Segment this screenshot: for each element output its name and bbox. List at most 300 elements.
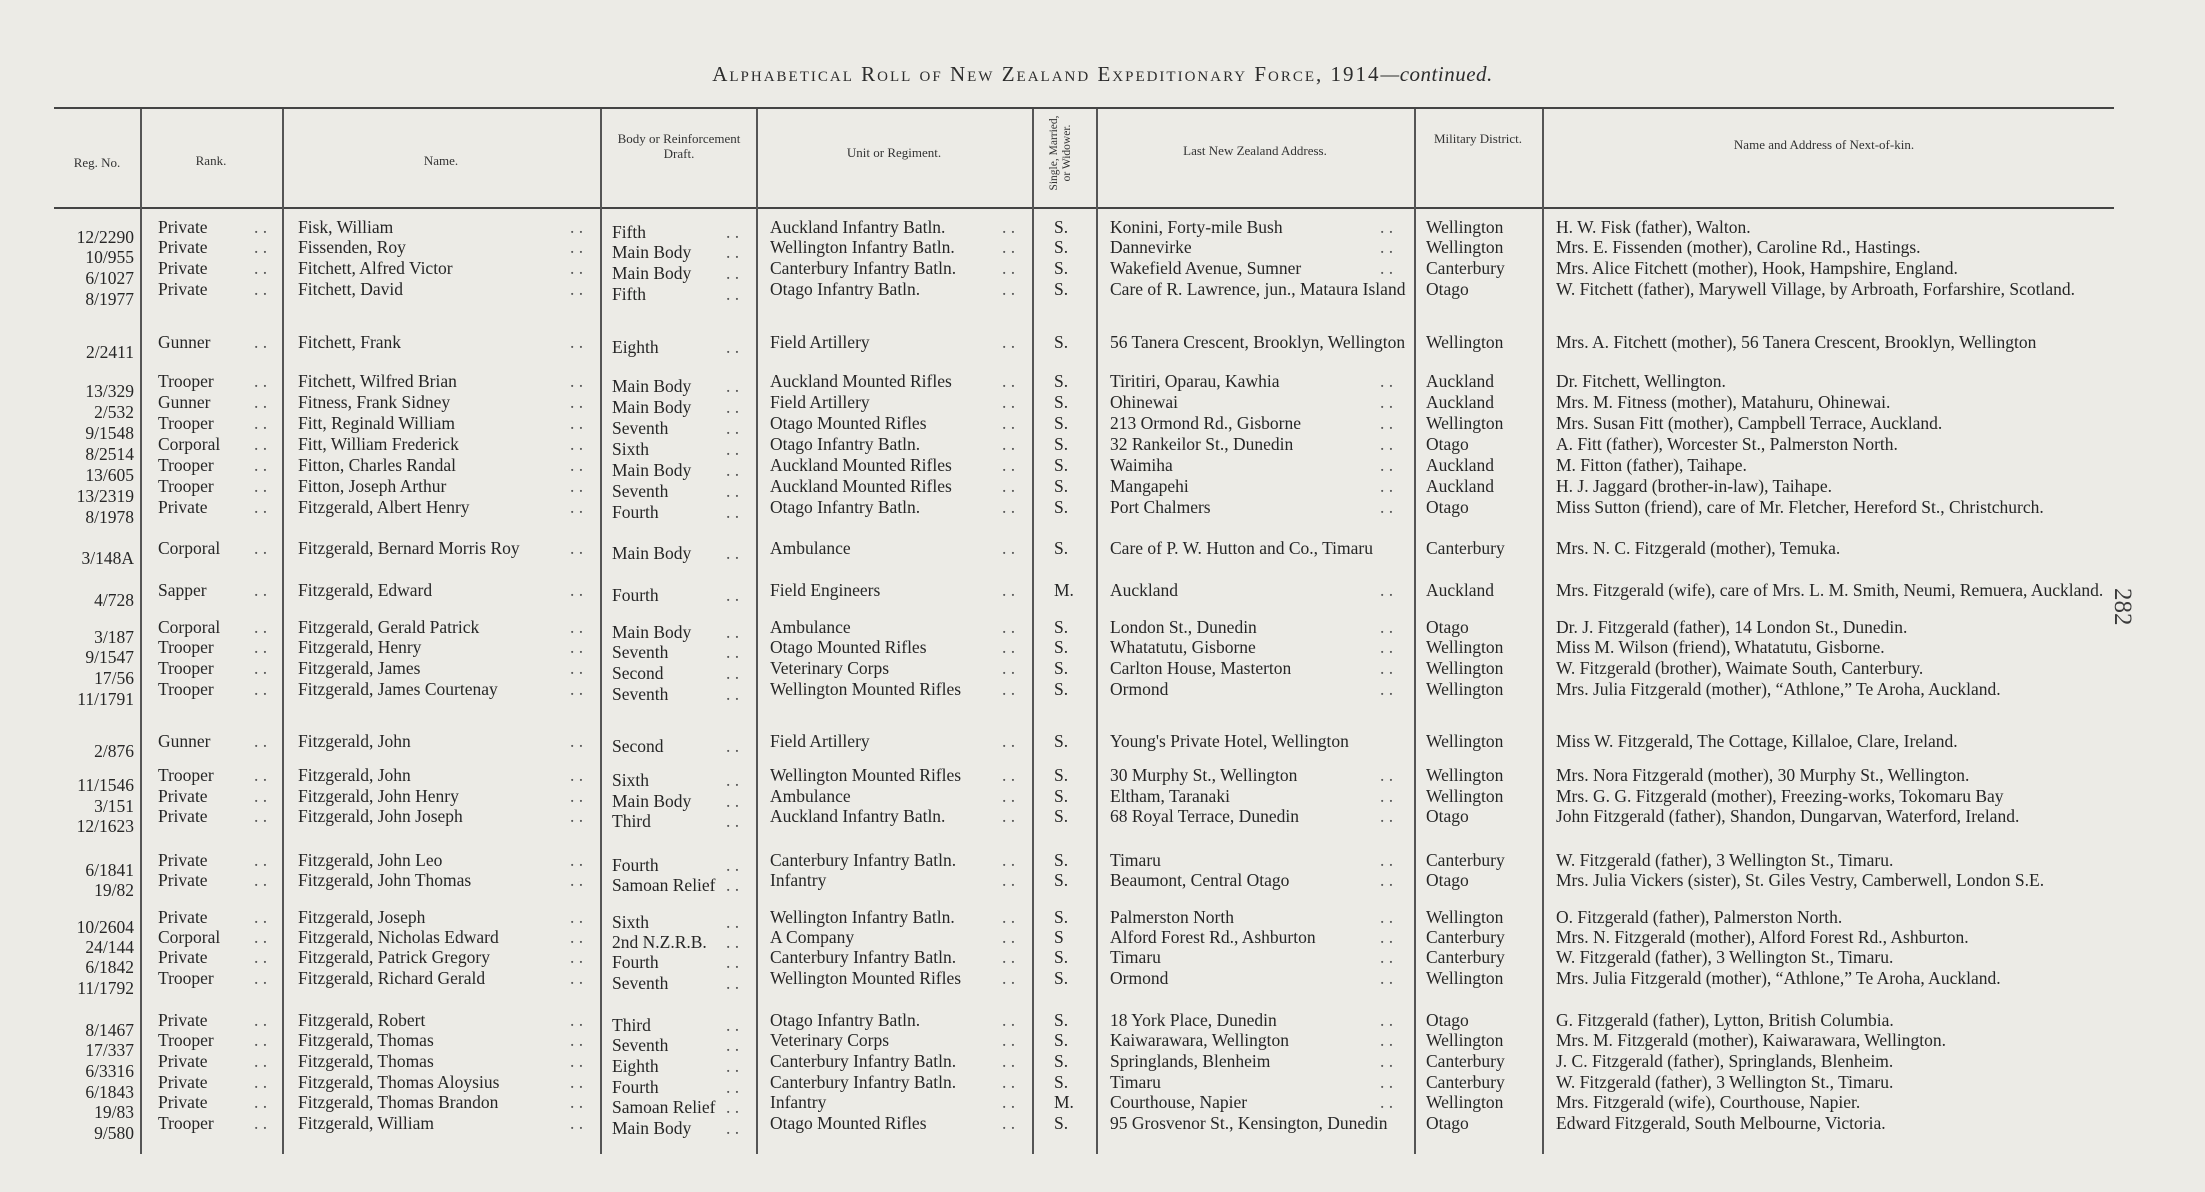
marital-status: S. bbox=[1054, 947, 1069, 967]
rank: Gunner bbox=[158, 731, 211, 751]
header-body: Body or Reinforcement Draft. bbox=[617, 131, 741, 161]
soldier-name: Fitzgerald, Joseph bbox=[298, 907, 426, 927]
reg-no: 3/187 bbox=[94, 627, 134, 647]
leader-dots: . . bbox=[254, 1051, 268, 1071]
draft: Main Body bbox=[612, 397, 692, 417]
marital-status: S. bbox=[1054, 637, 1069, 657]
last-address: Springlands, Blenheim bbox=[1110, 1051, 1271, 1071]
reg-no: 11/1791 bbox=[77, 689, 134, 709]
unit: Ambulance bbox=[770, 538, 851, 558]
leader-dots: . . bbox=[254, 870, 268, 890]
leader-dots: . . bbox=[1002, 279, 1016, 299]
next-of-kin: Mrs. Nora Fitzgerald (mother), 30 Murphy St., Wellington. bbox=[1556, 765, 1970, 785]
reg-no: 6/3316 bbox=[85, 1061, 134, 1081]
leader-dots: . . bbox=[570, 371, 584, 391]
unit: Ambulance bbox=[770, 786, 851, 806]
draft: Samoan Relief bbox=[612, 875, 716, 895]
header-kin: Name and Address of Next-of-kin. bbox=[1733, 137, 1915, 152]
leader-dots: . . bbox=[570, 455, 584, 475]
unit: Wellington Mounted Rifles bbox=[770, 968, 962, 988]
rank: Trooper bbox=[158, 679, 214, 699]
leader-dots: . . bbox=[254, 455, 268, 475]
unit: Veterinary Corps bbox=[770, 1030, 890, 1050]
leader-dots: . . bbox=[570, 413, 584, 433]
marital-status: S bbox=[1054, 927, 1064, 947]
marital-status: S. bbox=[1054, 806, 1069, 826]
rank: Gunner bbox=[158, 392, 211, 412]
rank: Private bbox=[158, 497, 208, 517]
last-address: 30 Murphy St., Wellington bbox=[1110, 765, 1298, 785]
draft: Seventh bbox=[612, 684, 669, 704]
draft: Seventh bbox=[612, 418, 669, 438]
unit: Auckland Infantry Batln. bbox=[770, 217, 946, 237]
marital-status: S. bbox=[1054, 731, 1069, 751]
leader-dots: . . bbox=[1002, 1113, 1016, 1133]
leader-dots: . . bbox=[570, 580, 584, 600]
military-district: Otago bbox=[1426, 1010, 1469, 1030]
soldier-name: Fitzgerald, Nicholas Edward bbox=[298, 927, 499, 947]
military-district: Otago bbox=[1426, 279, 1469, 299]
leader-dots: . . bbox=[570, 1113, 584, 1133]
reg-no: 6/1843 bbox=[85, 1082, 134, 1102]
last-address: Konini, Forty-mile Bush bbox=[1110, 217, 1283, 237]
reg-no: 11/1546 bbox=[77, 775, 134, 795]
leader-dots: . . bbox=[726, 585, 740, 605]
draft: Main Body bbox=[612, 1118, 692, 1138]
last-address: Wakefield Avenue, Sumner bbox=[1110, 258, 1302, 278]
draft: Main Body bbox=[612, 242, 692, 262]
leader-dots: . . bbox=[570, 332, 584, 352]
draft: Seventh bbox=[612, 973, 669, 993]
last-address: London St., Dunedin bbox=[1110, 617, 1257, 637]
leader-dots: . . bbox=[726, 855, 740, 875]
leader-dots: . . bbox=[1002, 455, 1016, 475]
leader-dots: . . bbox=[1380, 1072, 1394, 1092]
unit: A Company bbox=[770, 927, 855, 947]
leader-dots: . . bbox=[254, 476, 268, 496]
soldier-name: Fitchett, Alfred Victor bbox=[298, 258, 453, 278]
leader-dots: . . bbox=[1380, 850, 1394, 870]
reg-no: 12/2290 bbox=[76, 227, 134, 247]
leader-dots: . . bbox=[570, 1051, 584, 1071]
leader-dots: . . bbox=[254, 1072, 268, 1092]
next-of-kin: J. C. Fitzgerald (father), Springlands, Blenheim. bbox=[1556, 1051, 1894, 1071]
leader-dots: . . bbox=[570, 870, 584, 890]
unit: Otago Infantry Batln. bbox=[770, 434, 921, 454]
leader-dots: . . bbox=[1002, 907, 1016, 927]
marital-status: S. bbox=[1054, 455, 1069, 475]
leader-dots: . . bbox=[254, 1092, 268, 1112]
leader-dots: . . bbox=[1002, 497, 1016, 517]
reg-no: 6/1841 bbox=[85, 860, 134, 880]
reg-no: 10/2604 bbox=[76, 917, 134, 937]
military-district: Wellington bbox=[1426, 1030, 1504, 1050]
unit: Otago Mounted Rifles bbox=[770, 637, 927, 657]
marital-status: S. bbox=[1054, 907, 1069, 927]
reg-no: 2/876 bbox=[94, 741, 134, 761]
leader-dots: . . bbox=[570, 258, 584, 278]
next-of-kin: Dr. J. Fitzgerald (father), 14 London St., Dunedin. bbox=[1556, 617, 1908, 637]
reg-no: 9/1548 bbox=[85, 423, 134, 443]
soldier-name: Fitton, Joseph Arthur bbox=[298, 476, 447, 496]
soldier-name: Fitzgerald, John bbox=[298, 731, 411, 751]
next-of-kin: Mrs. G. G. Fitzgerald (mother), Freezing-works, Tokomaru Bay bbox=[1556, 786, 2004, 806]
marital-status: S. bbox=[1054, 476, 1069, 496]
soldier-name: Fitness, Frank Sidney bbox=[298, 392, 451, 412]
leader-dots: . . bbox=[254, 947, 268, 967]
column-divider bbox=[1542, 109, 1544, 1154]
leader-dots: . . bbox=[1002, 392, 1016, 412]
reg-no: 8/1978 bbox=[85, 507, 134, 527]
leader-dots: . . bbox=[570, 538, 584, 558]
draft: Seventh bbox=[612, 481, 669, 501]
leader-dots: . . bbox=[1002, 434, 1016, 454]
soldier-name: Fitzgerald, Richard Gerald bbox=[298, 968, 486, 988]
next-of-kin: Mrs. M. Fitzgerald (mother), Kaiwarawara, Wellington. bbox=[1556, 1030, 1946, 1050]
header-address: Last New Zealand Address. bbox=[1183, 143, 1327, 158]
soldier-name: Fitzgerald, James Courtenay bbox=[298, 679, 498, 699]
soldier-name: Fitt, William Frederick bbox=[298, 434, 459, 454]
leader-dots: . . bbox=[1380, 455, 1394, 475]
leader-dots: . . bbox=[726, 1097, 740, 1117]
leader-dots: . . bbox=[726, 1035, 740, 1055]
draft: Third bbox=[612, 1015, 651, 1035]
leader-dots: . . bbox=[1380, 1051, 1394, 1071]
leader-dots: . . bbox=[570, 731, 584, 751]
leader-dots: . . bbox=[1380, 927, 1394, 947]
leader-dots: . . bbox=[1002, 947, 1016, 967]
leader-dots: . . bbox=[1002, 1030, 1016, 1050]
next-of-kin: W. Fitzgerald (father), 3 Wellington St., Timaru. bbox=[1556, 1072, 1894, 1092]
soldier-name: Fitton, Charles Randal bbox=[298, 455, 456, 475]
military-district: Otago bbox=[1426, 617, 1469, 637]
soldier-name: Fitzgerald, Thomas bbox=[298, 1051, 434, 1071]
rank: Trooper bbox=[158, 1030, 214, 1050]
military-district: Wellington bbox=[1426, 731, 1504, 751]
leader-dots: . . bbox=[254, 1030, 268, 1050]
last-address: Ormond bbox=[1110, 679, 1169, 699]
military-district: Canterbury bbox=[1426, 258, 1505, 278]
marital-status: S. bbox=[1054, 497, 1069, 517]
leader-dots: . . bbox=[254, 907, 268, 927]
next-of-kin: John Fitzgerald (father), Shandon, Dungarvan, Waterford, Ireland. bbox=[1556, 806, 2020, 826]
unit: Field Artillery bbox=[770, 392, 870, 412]
leader-dots: . . bbox=[726, 543, 740, 563]
military-district: Canterbury bbox=[1426, 850, 1505, 870]
leader-dots: . . bbox=[570, 617, 584, 637]
leader-dots: . . bbox=[726, 642, 740, 662]
marital-status: S. bbox=[1054, 434, 1069, 454]
last-address: Tiritiri, Oparau, Kawhia bbox=[1110, 371, 1280, 391]
next-of-kin: Mrs. Julia Fitzgerald (mother), “Athlone,” Te Aroha, Auckland. bbox=[1556, 968, 2001, 988]
next-of-kin: W. Fitzgerald (father), 3 Wellington St., Timaru. bbox=[1556, 850, 1894, 870]
marital-status: S. bbox=[1054, 1030, 1069, 1050]
unit: Otago Mounted Rifles bbox=[770, 1113, 927, 1133]
next-of-kin: Miss Sutton (friend), care of Mr. Fletcher, Hereford St., Christchurch. bbox=[1556, 497, 2044, 517]
marital-status: S. bbox=[1054, 679, 1069, 699]
draft: Sixth bbox=[612, 439, 649, 459]
next-of-kin: M. Fitton (father), Taihape. bbox=[1556, 455, 1747, 475]
leader-dots: . . bbox=[570, 237, 584, 257]
leader-dots: . . bbox=[1002, 870, 1016, 890]
leader-dots: . . bbox=[726, 684, 740, 704]
leader-dots: . . bbox=[726, 222, 740, 242]
rank: Private bbox=[158, 786, 208, 806]
military-district: Canterbury bbox=[1426, 1051, 1505, 1071]
leader-dots: . . bbox=[570, 1072, 584, 1092]
draft: Eighth bbox=[612, 337, 659, 357]
soldier-name: Fitzgerald, John Thomas bbox=[298, 870, 472, 890]
marital-status: S. bbox=[1054, 332, 1069, 352]
rank: Corporal bbox=[158, 617, 221, 637]
leader-dots: . . bbox=[254, 580, 268, 600]
marital-status: S. bbox=[1054, 538, 1069, 558]
leader-dots: . . bbox=[1002, 1092, 1016, 1112]
leader-dots: . . bbox=[726, 460, 740, 480]
leader-dots: . . bbox=[726, 397, 740, 417]
draft: Third bbox=[612, 811, 651, 831]
rank: Corporal bbox=[158, 927, 221, 947]
leader-dots: . . bbox=[1380, 476, 1394, 496]
rank: Private bbox=[158, 806, 208, 826]
reg-no: 19/82 bbox=[94, 880, 134, 900]
next-of-kin: Mrs. Julia Fitzgerald (mother), “Athlone,” Te Aroha, Auckland. bbox=[1556, 679, 2001, 699]
last-address: Timaru bbox=[1110, 850, 1161, 870]
next-of-kin: Edward Fitzgerald, South Melbourne, Victoria. bbox=[1556, 1113, 1886, 1133]
marital-status: S. bbox=[1054, 786, 1069, 806]
next-of-kin: Miss W. Fitzgerald, The Cottage, Killaloe, Clare, Ireland. bbox=[1556, 731, 1958, 751]
reg-no: 17/337 bbox=[85, 1040, 134, 1060]
soldier-name: Fitchett, Frank bbox=[298, 332, 402, 352]
header-top-rule bbox=[54, 107, 2114, 109]
leader-dots: . . bbox=[1380, 580, 1394, 600]
military-district: Otago bbox=[1426, 870, 1469, 890]
next-of-kin: H. J. Jaggard (brother-in-law), Taihape. bbox=[1556, 476, 1833, 496]
reg-no: 17/56 bbox=[94, 668, 134, 688]
military-district: Wellington bbox=[1426, 679, 1504, 699]
leader-dots: . . bbox=[570, 476, 584, 496]
unit: Auckland Infantry Batln. bbox=[770, 806, 946, 826]
marital-status: S. bbox=[1054, 1051, 1069, 1071]
leader-dots: . . bbox=[726, 1015, 740, 1035]
military-district: Wellington bbox=[1426, 968, 1504, 988]
next-of-kin: Mrs. M. Fitness (mother), Matahuru, Ohinewai. bbox=[1556, 392, 1891, 412]
column-divider bbox=[1032, 109, 1034, 1154]
unit: Field Artillery bbox=[770, 332, 870, 352]
page-title: Alphabetical Roll of New Zealand Expeditionary Force, 1914—continued. bbox=[712, 62, 1493, 86]
next-of-kin: W. Fitzgerald (father), 3 Wellington St., Timaru. bbox=[1556, 947, 1894, 967]
draft: 2nd N.Z.R.B. bbox=[612, 932, 707, 952]
military-district: Otago bbox=[1426, 1113, 1469, 1133]
last-address: 68 Royal Terrace, Dunedin bbox=[1110, 806, 1299, 826]
leader-dots: . . bbox=[1002, 1051, 1016, 1071]
rank: Private bbox=[158, 1092, 208, 1112]
leader-dots: . . bbox=[1002, 538, 1016, 558]
military-district: Otago bbox=[1426, 806, 1469, 826]
leader-dots: . . bbox=[1002, 1010, 1016, 1030]
leader-dots: . . bbox=[1380, 786, 1394, 806]
last-address: Kaiwarawara, Wellington bbox=[1110, 1030, 1290, 1050]
header-unit: Unit or Regiment. bbox=[846, 145, 942, 160]
leader-dots: . . bbox=[570, 947, 584, 967]
leader-dots: . . bbox=[726, 418, 740, 438]
military-district: Auckland bbox=[1426, 455, 1495, 475]
rank: Private bbox=[158, 850, 208, 870]
military-district: Wellington bbox=[1426, 786, 1504, 806]
column-divider bbox=[1414, 109, 1416, 1154]
unit: Otago Mounted Rifles bbox=[770, 413, 927, 433]
draft: Sixth bbox=[612, 912, 649, 932]
marital-status: S. bbox=[1054, 617, 1069, 637]
leader-dots: . . bbox=[1380, 765, 1394, 785]
last-address: Courthouse, Napier bbox=[1110, 1092, 1248, 1112]
leader-dots: . . bbox=[1002, 806, 1016, 826]
draft: Seventh bbox=[612, 642, 669, 662]
draft: Fourth bbox=[612, 502, 659, 522]
soldier-name: Fisk, William bbox=[298, 217, 394, 237]
draft: Main Body bbox=[612, 622, 692, 642]
next-of-kin: Mrs. Alice Fitchett (mother), Hook, Hampshire, England. bbox=[1556, 258, 1958, 278]
draft: Fourth bbox=[612, 855, 659, 875]
soldier-name: Fitzgerald, Henry bbox=[298, 637, 422, 657]
military-district: Canterbury bbox=[1426, 1072, 1505, 1092]
military-district: Wellington bbox=[1426, 217, 1504, 237]
leader-dots: . . bbox=[1002, 786, 1016, 806]
reg-no: 13/2319 bbox=[76, 486, 134, 506]
leader-dots: . . bbox=[726, 791, 740, 811]
leader-dots: . . bbox=[254, 1113, 268, 1133]
leader-dots: . . bbox=[254, 968, 268, 988]
reg-no: 9/580 bbox=[94, 1123, 134, 1143]
soldier-name: Fitzgerald, Thomas Brandon bbox=[298, 1092, 499, 1112]
next-of-kin: Mrs. N. Fitzgerald (mother), Alford Forest Rd., Ashburton. bbox=[1556, 927, 1969, 947]
next-of-kin: W. Fitzgerald (brother), Waimate South, Canterbury. bbox=[1556, 658, 1924, 678]
soldier-name: Fitzgerald, Albert Henry bbox=[298, 497, 470, 517]
last-address: Young's Private Hotel, Wellington bbox=[1110, 731, 1349, 751]
draft: Fifth bbox=[612, 222, 647, 242]
draft: Second bbox=[612, 663, 664, 683]
leader-dots: . . bbox=[1380, 258, 1394, 278]
reg-no: 3/151 bbox=[94, 796, 134, 816]
leader-dots: . . bbox=[254, 392, 268, 412]
next-of-kin: Mrs. N. C. Fitzgerald (mother), Temuka. bbox=[1556, 538, 1841, 558]
rank: Corporal bbox=[158, 434, 221, 454]
draft: Main Body bbox=[612, 263, 692, 283]
unit: Wellington Infantry Batln. bbox=[770, 907, 955, 927]
draft: Fifth bbox=[612, 284, 647, 304]
column-divider bbox=[140, 109, 142, 1154]
leader-dots: . . bbox=[1380, 870, 1394, 890]
next-of-kin: O. Fitzgerald (father), Palmerston North. bbox=[1556, 907, 1843, 927]
unit: Auckland Mounted Rifles bbox=[770, 371, 952, 391]
unit: Infantry bbox=[770, 870, 827, 890]
reg-no: 6/1027 bbox=[85, 268, 134, 288]
military-district: Wellington bbox=[1426, 1092, 1504, 1112]
rank: Trooper bbox=[158, 371, 214, 391]
leader-dots: . . bbox=[1002, 637, 1016, 657]
marital-status: S. bbox=[1054, 237, 1069, 257]
unit: Canterbury Infantry Batln. bbox=[770, 258, 957, 278]
leader-dots: . . bbox=[570, 1092, 584, 1112]
leader-dots: . . bbox=[1380, 968, 1394, 988]
leader-dots: . . bbox=[726, 912, 740, 932]
leader-dots: . . bbox=[726, 811, 740, 831]
last-address: Timaru bbox=[1110, 1072, 1161, 1092]
last-address: 18 York Place, Dunedin bbox=[1110, 1010, 1277, 1030]
leader-dots: . . bbox=[726, 770, 740, 790]
military-district: Canterbury bbox=[1426, 538, 1505, 558]
last-address: Port Chalmers bbox=[1110, 497, 1211, 517]
leader-dots: . . bbox=[726, 376, 740, 396]
next-of-kin: A. Fitt (father), Worcester St., Palmerston North. bbox=[1556, 434, 1898, 454]
rank: Private bbox=[158, 870, 208, 890]
leader-dots: . . bbox=[1380, 907, 1394, 927]
last-address: Timaru bbox=[1110, 947, 1161, 967]
leader-dots: . . bbox=[1002, 658, 1016, 678]
marital-status: S. bbox=[1054, 850, 1069, 870]
soldier-name: Fitzgerald, James bbox=[298, 658, 421, 678]
rank: Trooper bbox=[158, 637, 214, 657]
leader-dots: . . bbox=[570, 968, 584, 988]
leader-dots: . . bbox=[1380, 371, 1394, 391]
leader-dots: . . bbox=[570, 679, 584, 699]
military-district: Wellington bbox=[1426, 765, 1504, 785]
leader-dots: . . bbox=[254, 786, 268, 806]
reg-no: 12/1623 bbox=[76, 816, 134, 836]
last-address: Palmerston North bbox=[1110, 907, 1234, 927]
leader-dots: . . bbox=[1002, 731, 1016, 751]
draft: Seventh bbox=[612, 1035, 669, 1055]
leader-dots: . . bbox=[1002, 237, 1016, 257]
unit: Veterinary Corps bbox=[770, 658, 890, 678]
leader-dots: . . bbox=[1002, 413, 1016, 433]
marital-status: S. bbox=[1054, 371, 1069, 391]
leader-dots: . . bbox=[1002, 927, 1016, 947]
marital-status: M. bbox=[1054, 580, 1074, 600]
leader-dots: . . bbox=[570, 434, 584, 454]
military-district: Auckland bbox=[1426, 580, 1495, 600]
reg-no: 3/148A bbox=[81, 548, 134, 568]
leader-dots: . . bbox=[1380, 1010, 1394, 1030]
reg-no: 4/728 bbox=[94, 590, 134, 610]
next-of-kin: Mrs. E. Fissenden (mother), Caroline Rd., Hastings. bbox=[1556, 237, 1921, 257]
rank: Private bbox=[158, 217, 208, 237]
leader-dots: . . bbox=[1380, 434, 1394, 454]
column-divider bbox=[600, 109, 602, 1154]
leader-dots: . . bbox=[1002, 968, 1016, 988]
military-district: Wellington bbox=[1426, 237, 1504, 257]
marital-status: S. bbox=[1054, 392, 1069, 412]
draft: Main Body bbox=[612, 460, 692, 480]
next-of-kin: G. Fitzgerald (father), Lytton, British Columbia. bbox=[1556, 1010, 1894, 1030]
unit: Canterbury Infantry Batln. bbox=[770, 947, 957, 967]
leader-dots: . . bbox=[254, 765, 268, 785]
rank: Trooper bbox=[158, 968, 214, 988]
leader-dots: . . bbox=[570, 806, 584, 826]
header-status: Single, Married, or Widower. bbox=[1048, 115, 1073, 191]
leader-dots: . . bbox=[726, 1118, 740, 1138]
reg-no: 8/1467 bbox=[85, 1020, 134, 1040]
soldier-name: Fitzgerald, Gerald Patrick bbox=[298, 617, 480, 637]
soldier-name: Fitchett, David bbox=[298, 279, 403, 299]
soldier-name: Fitzgerald, William bbox=[298, 1113, 435, 1133]
last-address: 213 Ormond Rd., Gisborne bbox=[1110, 413, 1302, 433]
leader-dots: . . bbox=[254, 617, 268, 637]
leader-dots: . . bbox=[570, 850, 584, 870]
unit: Otago Infantry Batln. bbox=[770, 279, 921, 299]
reg-no: 8/2514 bbox=[85, 444, 134, 464]
leader-dots: . . bbox=[726, 284, 740, 304]
